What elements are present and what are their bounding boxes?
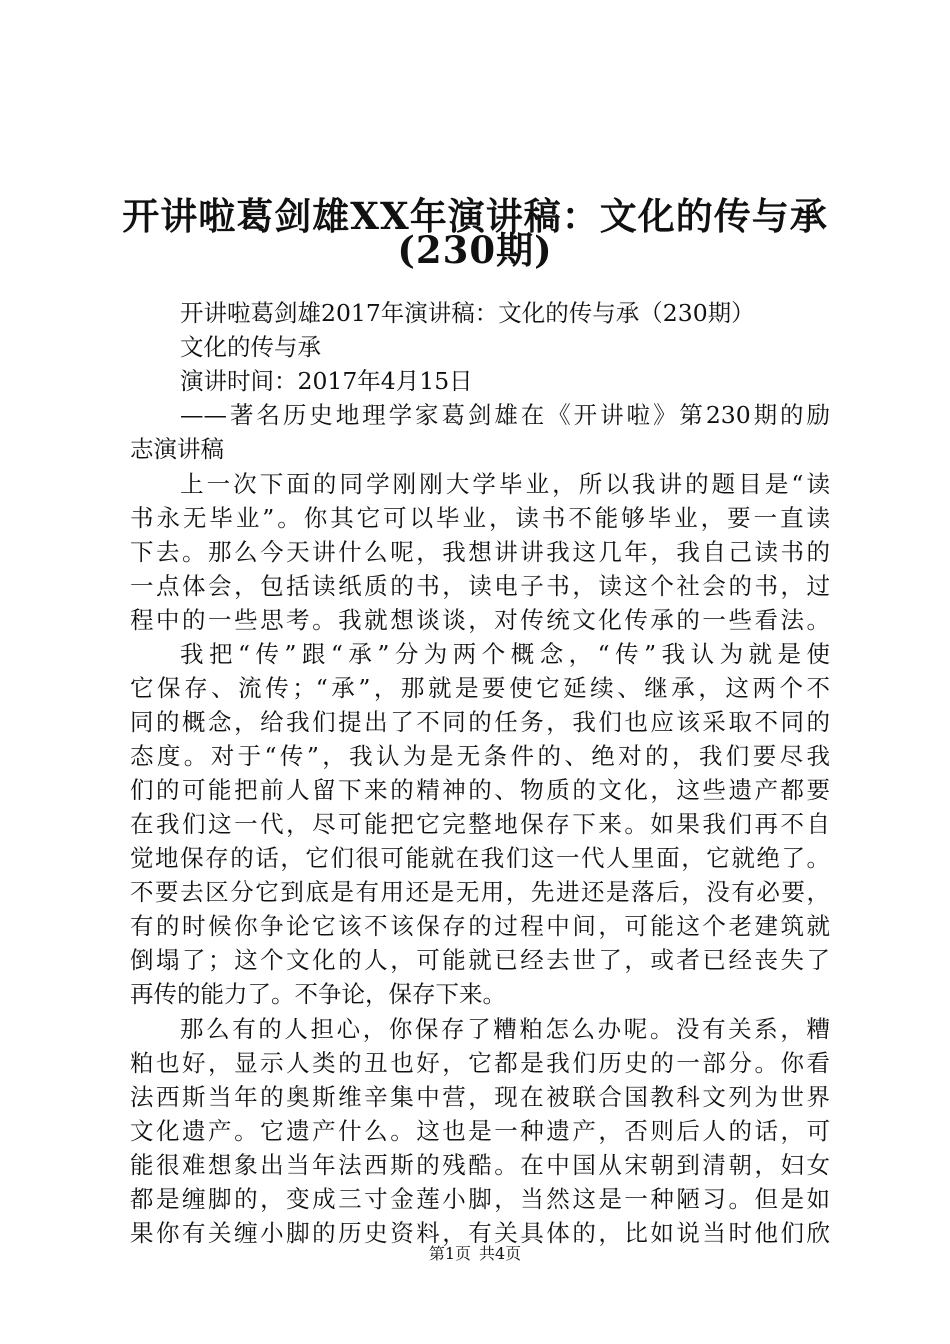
paragraph-line: 那么有的人担心，你保存了糟粕怎么办呢。没有关系，糟 bbox=[180, 1015, 830, 1043]
paragraph-line: 我把“传”跟“承”分为两个概念，“传”我认为就是使 bbox=[180, 640, 830, 668]
subtitle-line: 文化的传与承 bbox=[180, 333, 321, 361]
paragraph-line: 程中的一些思考。我就想谈谈，对传统文化传承的一些看法。 bbox=[130, 606, 830, 634]
paragraph-line: 粕也好，显示人类的丑也好，它都是我们历史的一部分。你看 bbox=[130, 1049, 830, 1077]
paragraph-line: 书永无毕业”。你其它可以毕业，读书不能够毕业，要一直读 bbox=[130, 504, 830, 532]
page-number: 第1页 bbox=[428, 1244, 471, 1263]
paragraph-line: 倒塌了；这个文化的人，可能就已经去世了，或者已经丧失了 bbox=[130, 946, 830, 974]
paragraph-line: 文化遗产。它遗产什么。这也是一种遗产，否则后人的话，可 bbox=[130, 1117, 830, 1145]
page-footer bbox=[0, 1241, 950, 1264]
paragraph-line: 再传的能力了。不争论，保存下来。 bbox=[130, 980, 506, 1008]
paragraph-line: 不要去区分它到底是有用还是无用，先进还是落后，没有必要， bbox=[130, 878, 830, 906]
paragraph-line: 们的可能把前人留下来的精神的、物质的文化，这些遗产都要 bbox=[130, 776, 830, 804]
paragraph-line: 觉地保存的话，它们很可能就在我们这一代人里面，它就绝了。 bbox=[130, 844, 830, 872]
speech-date: 演讲时间：2017年4月15日 bbox=[180, 367, 473, 395]
paragraph-line: 一点体会，包括读纸质的书，读电子书，读这个社会的书，过 bbox=[130, 572, 830, 600]
byline: 志演讲稿 bbox=[130, 435, 224, 463]
paragraph-line: 同的概念，给我们提出了不同的任务，我们也应该采取不同的 bbox=[130, 708, 830, 736]
byline: ——著名历史地理学家葛剑雄在《开讲啦》第230期的励 bbox=[180, 401, 830, 429]
document-title-line-2: (230期) bbox=[397, 228, 553, 272]
paragraph-line: 都是缠脚的，变成三寸金莲小脚，当然这是一种陋习。但是如 bbox=[130, 1185, 830, 1213]
paragraph-line: 有的时候你争论它该不该保存的过程中间，可能这个老建筑就 bbox=[130, 912, 830, 940]
page-total: 共4页 bbox=[479, 1244, 522, 1263]
paragraph-line: 果你有关缠小脚的历史资料，有关具体的，比如说当时他们欣 bbox=[130, 1219, 830, 1247]
paragraph-line: 上一次下面的同学刚刚大学毕业，所以我讲的题目是“读 bbox=[180, 470, 830, 498]
paragraph-line: 能很难想象出当年法西斯的残酷。在中国从宋朝到清朝，妇女 bbox=[130, 1151, 830, 1179]
paragraph-line: 态度。对于“传”，我认为是无条件的、绝对的，我们要尽我 bbox=[130, 742, 830, 770]
paragraph-line: 下去。那么今天讲什么呢，我想讲讲我这几年，我自己读书的 bbox=[130, 538, 830, 566]
document-title-line-1: 开讲啦葛剑雄XX年演讲稿：文化的传与承 bbox=[122, 194, 828, 238]
paragraph-line: 它保存、流传；“承”，那就是要使它延续、继承，这两个不 bbox=[130, 674, 830, 702]
paragraph-line: 在我们这一代，尽可能把它完整地保存下来。如果我们再不自 bbox=[130, 810, 830, 838]
paragraph-line: 法西斯当年的奥斯维辛集中营，现在被联合国教科文列为世界 bbox=[130, 1083, 830, 1111]
subtitle-line: 开讲啦葛剑雄2017年演讲稿：文化的传与承（230期） bbox=[180, 299, 755, 327]
